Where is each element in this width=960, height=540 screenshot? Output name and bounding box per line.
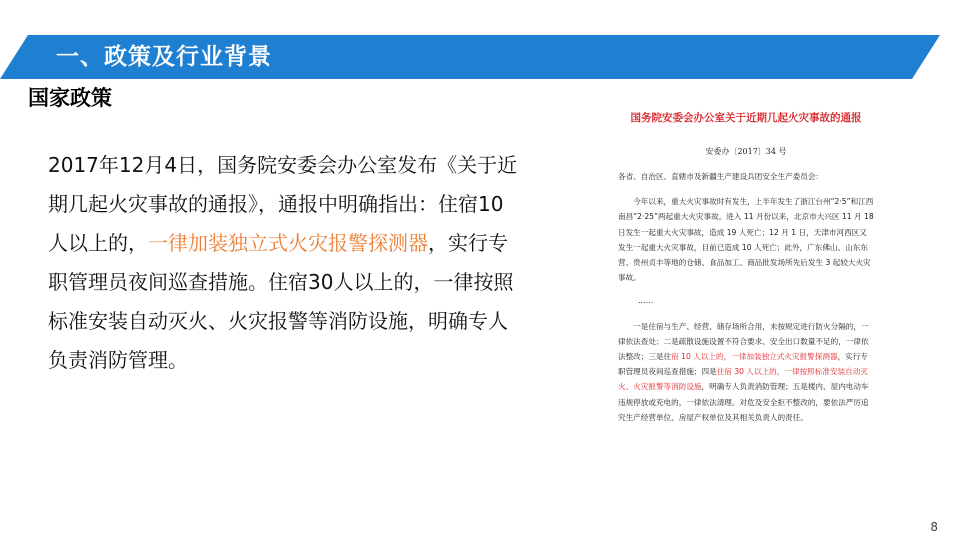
paragraph-text-before: 2017年12月4日，国务院安委会办公室发布《关于近期几起火灾事故的通报》，通报中明确指出：住宿10人以上的， <box>48 153 518 255</box>
document-para2-red-1: 宿 10 人以上的，一律加装独立式火灾报警探测器 <box>671 352 838 362</box>
document-para2-red-2: 住宿 30 人以上的，一律按照标准安装自动灭火、火灾报警等消防设施 <box>618 367 868 392</box>
document-paragraph-2 <box>618 319 874 425</box>
policy-paragraph <box>48 146 518 380</box>
document-salutation: 各省、自治区、直辖市及新疆生产建设兵团安全生产委员会： <box>618 172 824 181</box>
section-heading: 国家政策 <box>28 86 112 110</box>
document-para2-b: ，实行专职管理员夜间巡查措施；四是 <box>618 352 868 377</box>
slide-title: 一、政策及行业背景 <box>56 44 272 70</box>
document-ellipsis: …… <box>638 296 654 306</box>
document-title: 国务院安委会办公室关于近期几起火灾事故的通报 <box>630 112 862 124</box>
document-para2-a: 一是住宿与生产、经营、储存场所合用，未按规定进行防火分隔的，一律依法查处；二是疏散设施设置不符合要求、安全出口数量不足的，一律依法整改；三是住 <box>618 321 869 362</box>
document-para2-c: ，明确专人负责消防管理；五是楼内、屋内电动车违规停放或充电的，一律依法清理。对危及安全拒不整改的，要依法严厉追究生产经营单位、房屋产权单位及其相关负责人的责任。 <box>618 382 869 422</box>
document-number: 安委办〔2017〕34 号 <box>705 147 787 156</box>
notice-document-image <box>606 104 886 522</box>
document-paragraph-1: 今年以来，重大火灾事故时有发生，上半年发生了浙江台州“2·5”和江西南昌“2·25”两起重大火灾事故。进入 11 月份以来，北京市大兴区 11 月 18 日发生一起重大火灾事故，造成 19 人死亡；12 月 1 日，天津市河西区又发生一起重大火灾事故，目前已造成 10 人死亡；此外，广东佛山、山东东营、贵州贞丰等地的仓储、食品加工、商品批发场所先后发生 3 起较大火灾事故。 <box>618 197 874 283</box>
paragraph-text-after: ，实行专职管理员夜间巡查措施。住宿30人以上的，一律按照标准安装自动灭火、火灾报警等消防设施，明确专人负责消防管理。 <box>48 231 514 372</box>
paragraph-highlight: 一律加装独立式火灾报警探测器 <box>148 231 428 255</box>
page-number: 8 <box>930 520 938 534</box>
